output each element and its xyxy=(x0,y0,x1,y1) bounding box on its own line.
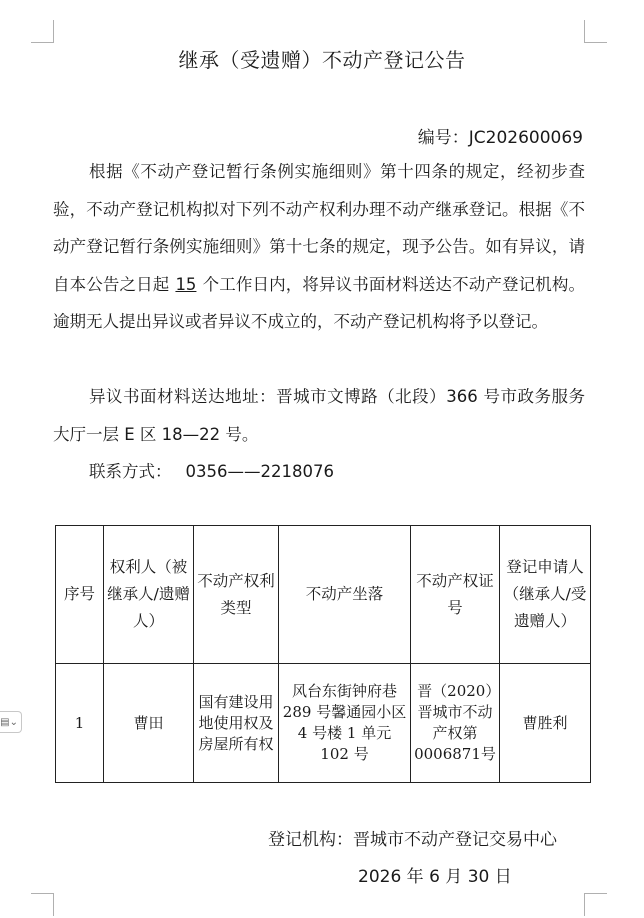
cell-index: 1 xyxy=(56,664,104,783)
cell-applicant: 曹胜利 xyxy=(500,664,591,783)
document-title: 继承（受遗赠）不动产登记公告 xyxy=(178,48,466,72)
page-corner-mark-bottom-right xyxy=(584,893,607,916)
page-corner-mark-bottom-left xyxy=(31,893,54,916)
header-applicant: 登记申请人（继承人/受遗赠人） xyxy=(500,526,591,664)
contact-label: 联系方式： xyxy=(89,462,172,481)
property-table xyxy=(55,525,591,783)
page-corner-mark-top-left xyxy=(31,20,54,43)
serial-number: JC202600069 xyxy=(468,128,583,148)
header-index: 序号 xyxy=(56,526,104,664)
cell-location: 风台东街钟府巷289 号馨通园小区 4 号楼 1 单元 102 号 xyxy=(279,664,411,783)
address-paragraph: 异议书面材料送达地址：晋城市文博路（北段）366 号市政务服务大厅一层 E 区 18—22 号。 xyxy=(53,387,585,444)
page-corner-mark-top-right xyxy=(584,20,607,43)
table-header-row xyxy=(56,526,591,664)
serial-label: 编号： xyxy=(417,128,469,148)
objection-days: 15 xyxy=(175,274,197,294)
header-location: 不动产坐落 xyxy=(279,526,411,664)
notice-text-before: 根据《不动产登记暂行条例实施细则》第十四条的规定，经初步查验，不动产登记机构拟对下列不动产权利办理不动产继承登记。根据《不动产登记暂行条例实施细则》第十七条的规定，现予公告。如有异议，请自本公告之日起 xyxy=(53,162,585,294)
contact-line xyxy=(53,453,585,491)
contact-phone: 0356——2218076 xyxy=(185,462,334,481)
cell-certificate-no: 晋（2020）晋城市不动产权第0006871号 xyxy=(411,664,500,783)
registration-organization: 登记机构：晋城市不动产登记交易中心 xyxy=(268,830,557,850)
cell-rights-holder: 曹田 xyxy=(104,664,194,783)
header-rights-type: 不动产权利类型 xyxy=(194,526,279,664)
table-options-toggle[interactable]: ▤⌄ xyxy=(0,711,22,733)
notice-paragraph xyxy=(53,153,585,341)
cell-rights-type: 国有建设用地使用权及房屋所有权 xyxy=(194,664,279,783)
header-rights-holder: 权利人（被继承人/遗赠人） xyxy=(104,526,194,664)
serial-number-line xyxy=(418,123,583,148)
notice-date: 2026 年 6 月 30 日 xyxy=(358,867,512,887)
header-certificate-no: 不动产权证号 xyxy=(411,526,500,664)
table-row xyxy=(56,664,591,783)
notice-text-after: 个工作日内，将异议书面材料送达不动产登记机构。逾期无人提出异议或者异议不成立的，不动产登记机构将予以登记。 xyxy=(53,274,586,331)
